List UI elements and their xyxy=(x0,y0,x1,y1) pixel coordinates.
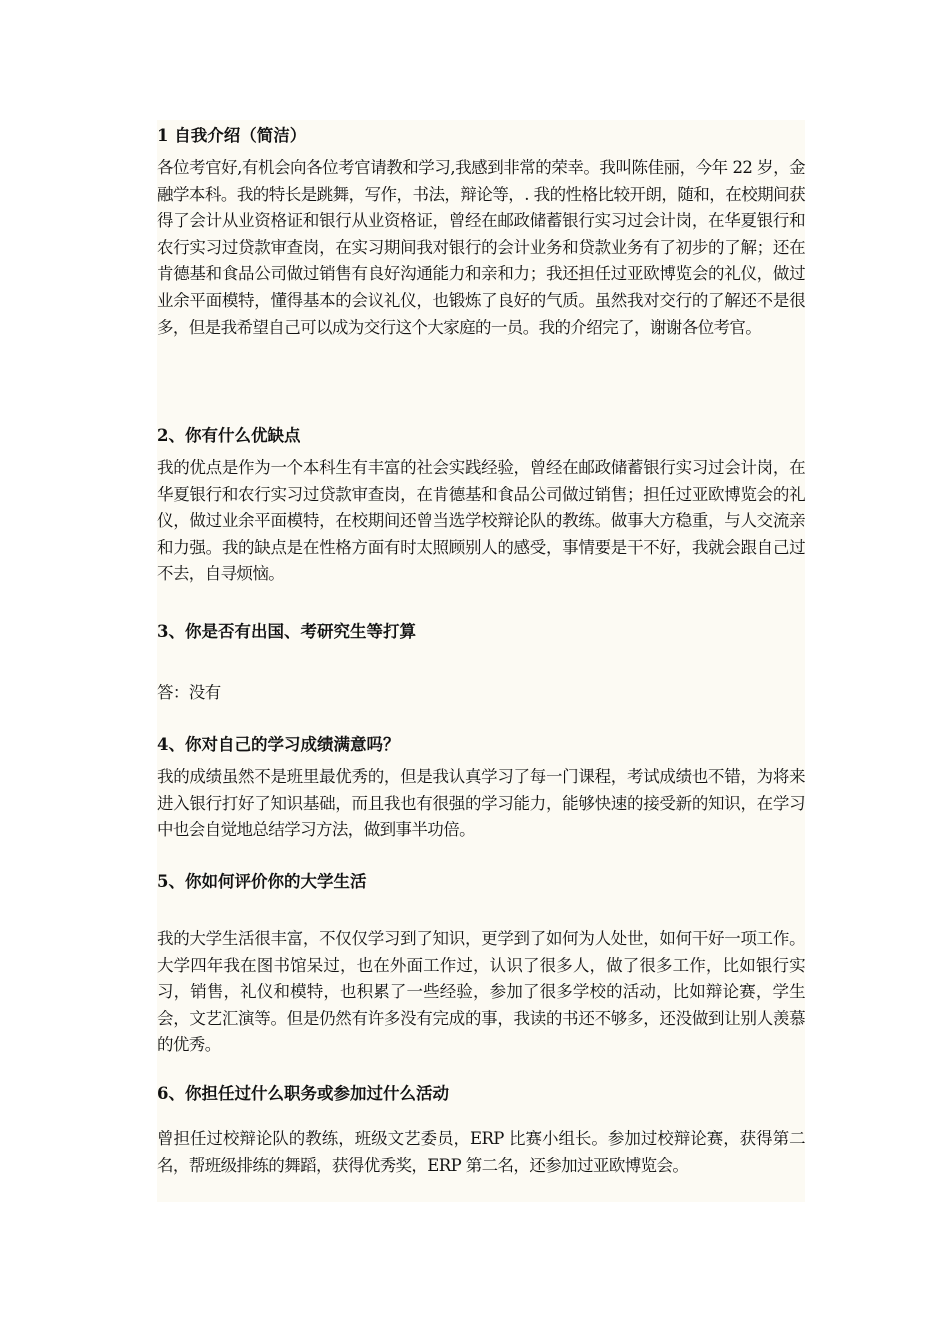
section-4-body: 我的成绩虽然不是班里最优秀的，但是我认真学习了每一门课程，考试成绩也不错，为将来进入银行打好了知识基础，而且我也有很强的学习能力，能够快速的接受新的知识，在学习中也会自觉地总结学习方法，做到事半功倍。 xyxy=(157,767,805,840)
section-5-heading: 5、你如何评价你的大学生活 xyxy=(157,872,367,891)
section-3-body: 答：没有 xyxy=(157,683,221,702)
section-5-body: 我的大学生活很丰富，不仅仅学习到了知识，更学到了如何为人处世，如何干好一项工作。大学四年我在图书馆呆过，也在外面工作过，认识了很多人，做了很多工作，比如银行实习，销售，礼仪和模特，也积累了一些经验，参加了很多学校的活动，比如辩论赛，学生会，文艺汇演等。但是仍然有许多没有完成的事，我读的书还不够多，还没做到让别人羡慕的优秀。 xyxy=(157,929,805,1055)
section-6-body: 曾担任过校辩论队的教练，班级文艺委员，ERP 比赛小组长。参加过校辩论赛，获得第二名，帮班级排练的舞蹈，获得优秀奖，ERP 第二名，还参加过亚欧博览会。 xyxy=(157,1129,805,1175)
section-2-heading: 2、你有什么优缺点 xyxy=(157,426,301,445)
section-1-body: 各位考官好,有机会向各位考官请教和学习,我感到非常的荣幸。我叫陈佳丽，今年 22 岁，金融学本科。我的特长是跳舞，写作，书法，辩论等，. 我的性格比较开朗，随和，在校期间获得了会计从业资格证和银行从业资格证，曾经在邮政储蓄银行实习过会计岗，在华夏银行和农行实习过贷款审查岗，在实习期间我对银行的会计业务和贷款业务有了初步的了解；还在肯德基和食品公司做过销售有良好沟通能力和亲和力；我还担任过亚欧博览会的礼仪，做过业余平面模特，懂得基本的会议礼仪，也锻炼了良好的气质。虽然我对交行的了解还不是很多，但是我希望自己可以成为交行这个大家庭的一员。我的介绍完了，谢谢各位考官。 xyxy=(157,158,805,337)
section-4-heading: 4、你对自己的学习成绩满意吗？ xyxy=(157,735,400,754)
section-3-heading: 3、你是否有出国、考研究生等打算 xyxy=(157,622,416,641)
section-6-heading: 6、你担任过什么职务或参加过什么活动 xyxy=(157,1084,449,1103)
section-1-heading: 1 自我介绍（简洁） xyxy=(157,126,307,145)
section-2-body: 我的优点是作为一个本科生有丰富的社会实践经验，曾经在邮政储蓄银行实习过会计岗，在华夏银行和农行实习过贷款审查岗，在肯德基和食品公司做过销售；担任过亚欧博览会的礼仪，做过业余平面模特，在校期间还曾当选学校辩论队的教练。做事大方稳重，与人交流亲和力强。我的缺点是在性格方面有时太照顾别人的感受，事情要是干不好，我就会跟自己过不去，自寻烦恼。 xyxy=(157,458,805,584)
